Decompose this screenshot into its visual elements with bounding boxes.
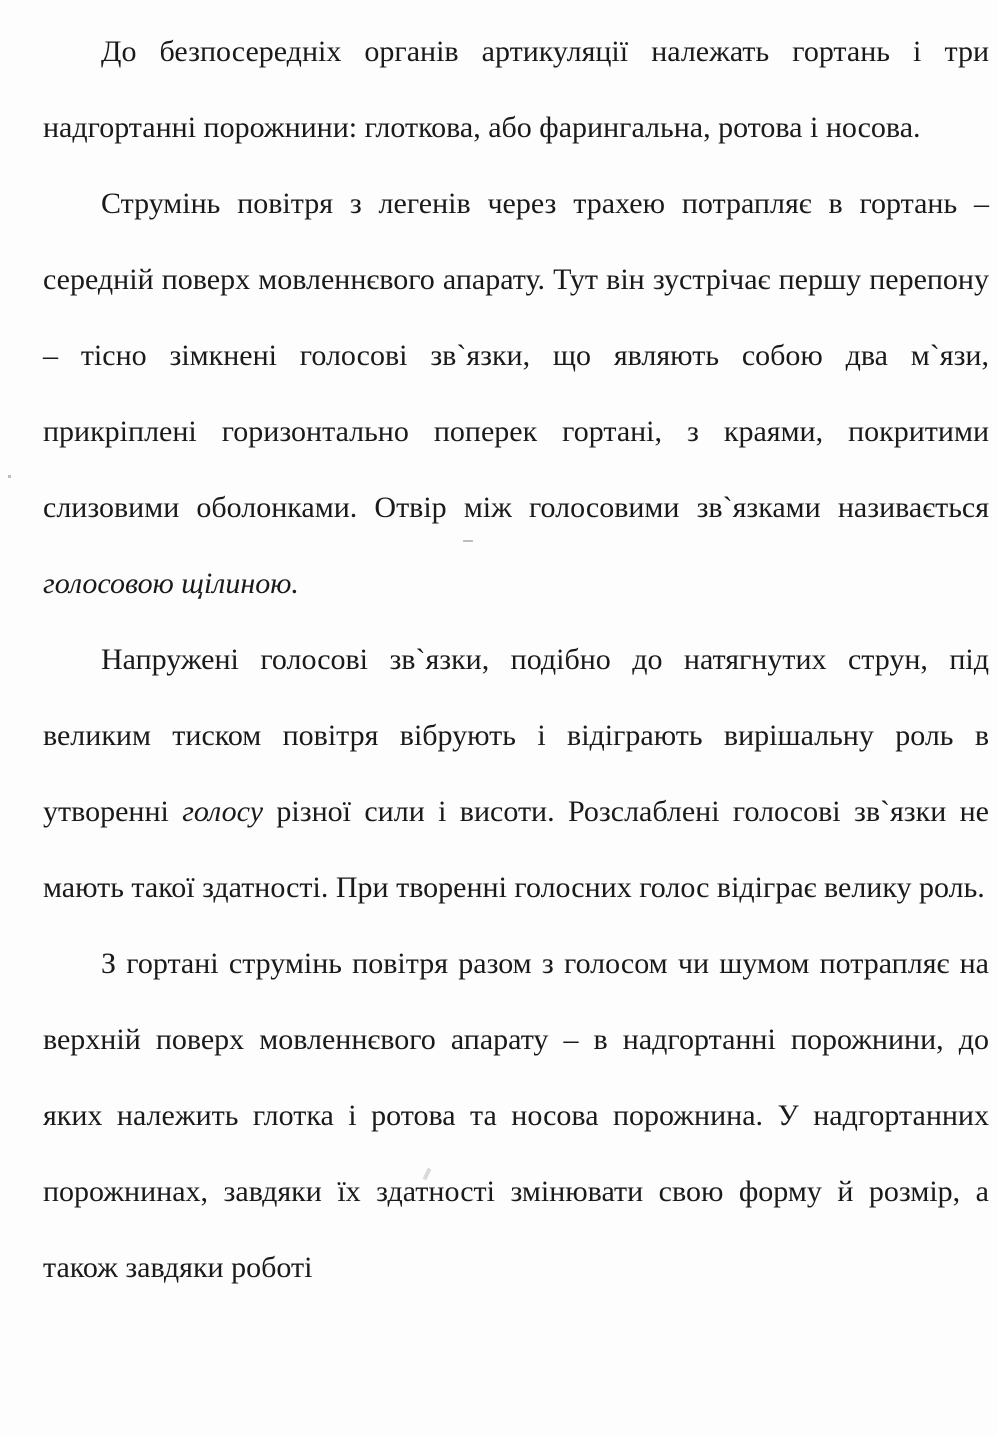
- paragraph-vocal-cords: [43, 622, 989, 926]
- paragraph-3-text-a: Напружені голосові зв`язки, подібно до натягнутих струн, під великим тиском повітря вібрують і відіграють вирішальну роль в утворенні: [43, 643, 989, 828]
- paragraph-supralaryngeal: [43, 926, 989, 1306]
- paragraph-articulation-organs: [43, 14, 989, 166]
- document-body: [43, 14, 989, 1306]
- term-glottis: голосовою щілиною.: [43, 567, 299, 600]
- paragraph-3-text-b: різної сили і висоти. Розслаблені голосові зв`язки не мають такої здатності. При творенні голосних голос відіграє велику роль.: [43, 795, 989, 904]
- paragraph-4-text: З гортані струмінь повітря разом з голосом чи шумом потрапляє на верхній поверх мовленнєвого апарату – в надгортанні порожнини, до яких належить глотка і ротова та носова порожнина. У надгортанних порожнинах, завдяки їх здатності змінювати свою форму й розмір, а також завдяки роботі: [43, 947, 989, 1284]
- paragraph-1-text: До безпосередніх органів артикуляції належать гортань і три надгортанні порожнини: глоткова, або фарингальна, ротова і носова.: [43, 35, 989, 144]
- paragraph-2-text: Струмінь повітря з легенів через трахею потрапляє в гортань – середній поверх мовленнєвого апарату. Тут він зустрічає першу перепону – тісно зімкнені голосові зв`язки, що являють собою два м`язи, прикріплені горизонтально поперек гортані, з краями, покритими слизовими оболонками. Отвір між голосовими зв`язками називається: [43, 187, 989, 524]
- scan-mark: [463, 540, 473, 542]
- term-voice: голосу: [182, 795, 264, 828]
- scan-mark: [8, 475, 11, 478]
- paragraph-larynx: [43, 166, 989, 622]
